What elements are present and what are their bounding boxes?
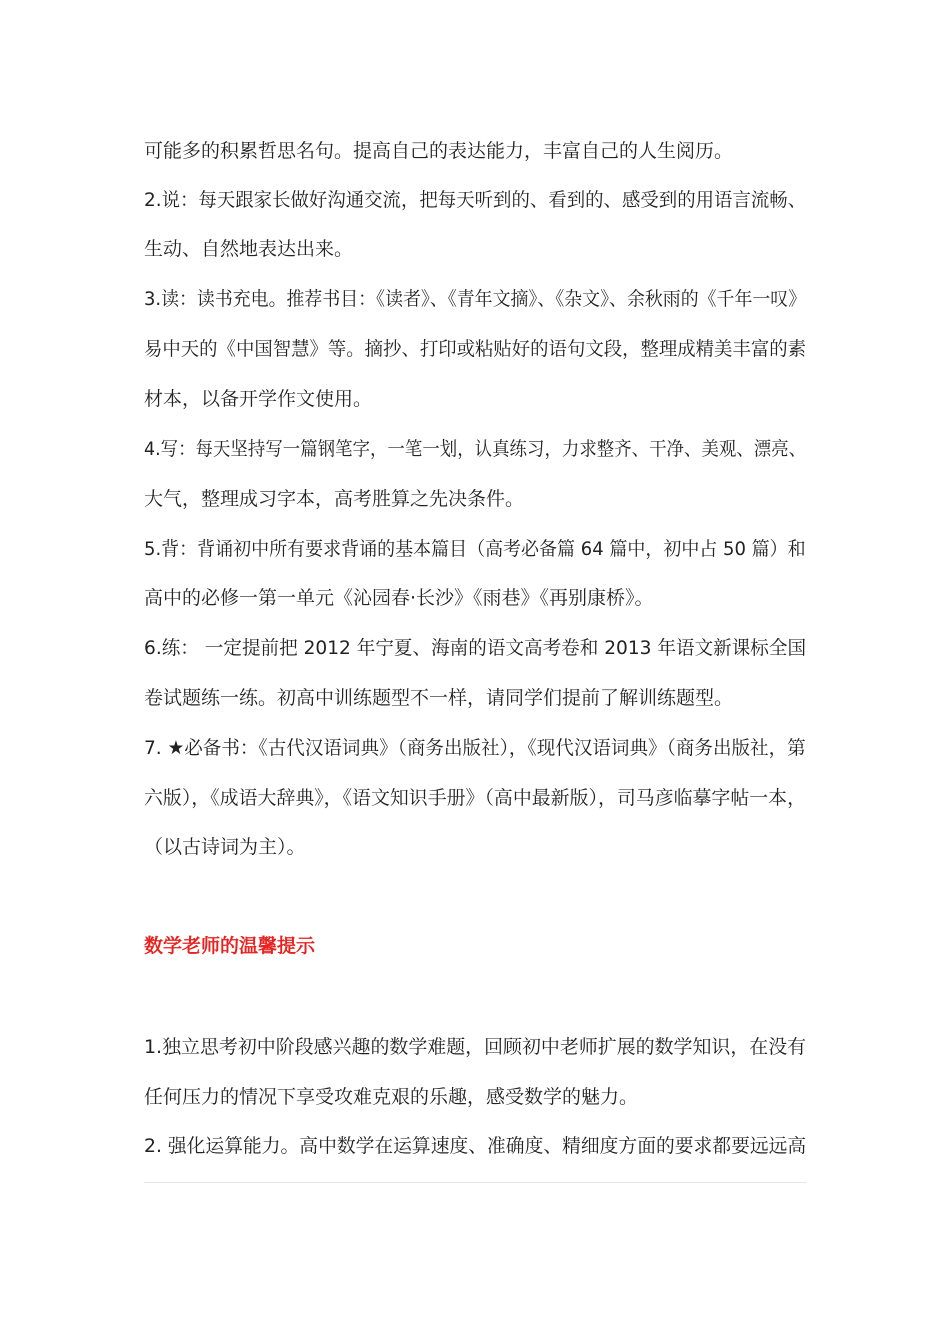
paragraph-line: 易中天的《中国智慧》等。摘抄、打印或粘贴好的语句文段，整理成精美丰富的素 <box>144 338 807 360</box>
paragraph-line: 可能多的积累哲思名句。提高自己的表达能力，丰富自己的人生阅历。 <box>144 140 734 162</box>
paragraph-line: 4.写：每天坚持写一篇钢笔字，一笔一划，认真练习，力求整齐、干净、美观、漂亮、 <box>144 438 807 460</box>
paragraph-line: 3.读：读书充电。推荐书目：《读者》、《青年文摘》、《杂文》、余秋雨的《千年一叹》 <box>144 288 807 310</box>
paragraph-line: 5.背：背诵初中所有要求背诵的基本篇目（高考必备篇 64 篇中，初中占 50 篇）和 <box>144 538 806 560</box>
paragraph-line: 卷试题练一练。初高中训练题型不一样，请同学们提前了解训练题型。 <box>144 687 734 709</box>
paragraph-line: 任何压力的情况下享受攻难克艰的乐趣，感受数学的魅力。 <box>144 1086 639 1108</box>
paragraph-line: 材本，以备开学作文使用。 <box>144 388 373 410</box>
paragraph-line: 高中的必修一第一单元《沁园春·长沙》《雨巷》《再别康桥》。 <box>144 587 654 609</box>
paragraph-line: 生动、自然地表达出来。 <box>144 238 354 260</box>
paragraph-line: 1.独立思考初中阶段感兴趣的数学难题，回顾初中老师扩展的数学知识，在没有 <box>144 1036 807 1058</box>
paragraph-line: 6.练： 一定提前把 2012 年宁夏、海南的语文高考卷和 2013 年语文新课标全国 <box>144 637 807 659</box>
page-divider <box>144 1182 806 1183</box>
paragraph-line: 2. 强化运算能力。高中数学在运算速度、准确度、精细度方面的要求都要远远高 <box>144 1135 807 1157</box>
paragraph-line: 2.说：每天跟家长做好沟通交流，把每天听到的、看到的、感受到的用语言流畅、 <box>144 189 807 211</box>
section-heading-math: 数学老师的温馨提示 <box>144 935 316 957</box>
paragraph-line: 六版），《成语大辞典》，《语文知识手册》（高中最新版），司马彦临摹字帖一本， <box>144 787 807 809</box>
paragraph-line: （以古诗词为主）。 <box>144 836 306 858</box>
paragraph-line: 7. ★必备书：《古代汉语词典》（商务出版社），《现代汉语词典》（商务出版社，第 <box>144 737 806 759</box>
paragraph-line: 大气，整理成习字本，高考胜算之先决条件。 <box>144 488 525 510</box>
